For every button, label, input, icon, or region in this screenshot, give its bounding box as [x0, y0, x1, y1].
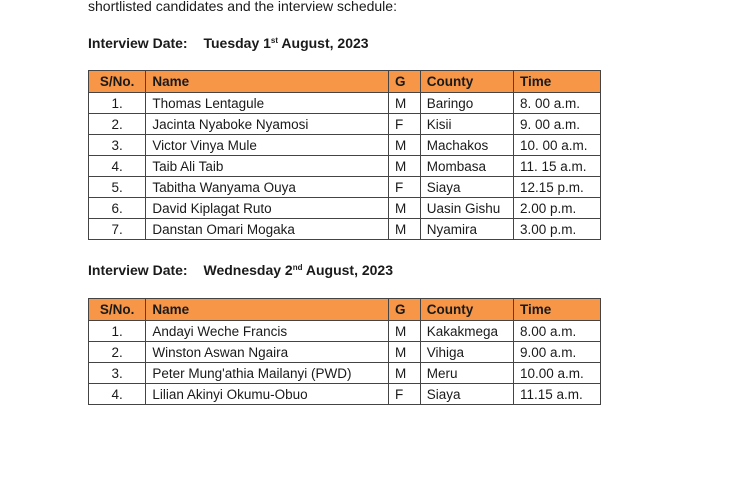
cell-sno: 3.: [89, 135, 146, 156]
col-header-sno: S/No.: [89, 71, 146, 93]
cell-sno: 1.: [89, 321, 146, 342]
col-header-gender: G: [389, 299, 421, 321]
col-header-time: Time: [513, 299, 600, 321]
cell-sno: 3.: [89, 363, 146, 384]
cell-name: Andayi Weche Francis: [146, 321, 389, 342]
cell-gender: F: [389, 384, 421, 405]
interview-date-heading-2: [88, 262, 393, 278]
table-row: [89, 384, 601, 405]
cell-name: Winston Aswan Ngaira: [146, 342, 389, 363]
cell-sno: 4.: [89, 156, 146, 177]
cell-name: Taib Ali Taib: [146, 156, 389, 177]
cell-time: 9. 00 a.m.: [513, 114, 600, 135]
cell-county: Siaya: [420, 177, 513, 198]
date-day: Wednesday 2: [203, 262, 293, 278]
table-row: [89, 135, 601, 156]
table-row: [89, 156, 601, 177]
cell-name: Victor Vinya Mule: [146, 135, 389, 156]
cell-time: 10. 00 a.m.: [513, 135, 600, 156]
table-row: [89, 321, 601, 342]
cell-sno: 2.: [89, 342, 146, 363]
cell-sno: 1.: [89, 93, 146, 114]
cell-time: 11. 15 a.m.: [513, 156, 600, 177]
cell-county: Kakakmega: [420, 321, 513, 342]
cell-sno: 5.: [89, 177, 146, 198]
cell-name: David Kiplagat Ruto: [146, 198, 389, 219]
cell-sno: 2.: [89, 114, 146, 135]
col-header-name: Name: [146, 299, 389, 321]
cell-name: Thomas Lentagule: [146, 93, 389, 114]
cell-time: 8. 00 a.m.: [513, 93, 600, 114]
cell-gender: F: [389, 114, 421, 135]
cell-time: 10.00 a.m.: [513, 363, 600, 384]
col-header-county: County: [420, 71, 513, 93]
cell-time: 12.15 p.m.: [513, 177, 600, 198]
cell-county: Nyamira: [420, 219, 513, 240]
schedule-table-day-1: [88, 70, 601, 240]
date-suffix: st: [270, 36, 279, 45]
cell-gender: F: [389, 177, 421, 198]
cell-county: Meru: [420, 363, 513, 384]
table-header-row: [89, 299, 601, 321]
cell-gender: M: [389, 156, 421, 177]
cell-time: 8.00 a.m.: [513, 321, 600, 342]
col-header-gender: G: [389, 71, 421, 93]
table-row: [89, 219, 601, 240]
col-header-sno: S/No.: [89, 299, 146, 321]
intro-text: shortlisted candidates and the interview schedule:: [88, 0, 397, 14]
cell-county: Machakos: [420, 135, 513, 156]
cell-gender: M: [389, 321, 421, 342]
cell-name: Tabitha Wanyama Ouya: [146, 177, 389, 198]
table-row: [89, 363, 601, 384]
cell-time: 2.00 p.m.: [513, 198, 600, 219]
cell-time: 9.00 a.m.: [513, 342, 600, 363]
table-header-row: [89, 71, 601, 93]
date-rest: August, 2023: [278, 35, 369, 51]
cell-name: Lilian Akinyi Okumu-Obuo: [146, 384, 389, 405]
cell-county: Vihiga: [420, 342, 513, 363]
table-row: [89, 177, 601, 198]
cell-time: 11.15 a.m.: [513, 384, 600, 405]
cell-county: Baringo: [420, 93, 513, 114]
table-row: [89, 114, 601, 135]
table-row: [89, 93, 601, 114]
cell-sno: 6.: [89, 198, 146, 219]
cell-time: 3.00 p.m.: [513, 219, 600, 240]
cell-gender: M: [389, 219, 421, 240]
cell-gender: M: [389, 93, 421, 114]
date-label: Interview Date:: [88, 35, 188, 51]
interview-date-heading-1: [88, 35, 369, 51]
cell-name: Jacinta Nyaboke Nyamosi: [146, 114, 389, 135]
table-row: [89, 342, 601, 363]
cell-name: Danstan Omari Mogaka: [146, 219, 389, 240]
cell-gender: M: [389, 135, 421, 156]
cell-sno: 7.: [89, 219, 146, 240]
date-label: Interview Date:: [88, 262, 188, 278]
cell-county: Siaya: [420, 384, 513, 405]
cell-gender: M: [389, 363, 421, 384]
cell-sno: 4.: [89, 384, 146, 405]
col-header-time: Time: [513, 71, 600, 93]
table-row: [89, 198, 601, 219]
cell-name: Peter Mung'athia Mailanyi (PWD): [146, 363, 389, 384]
col-header-name: Name: [146, 71, 389, 93]
cell-county: Kisii: [420, 114, 513, 135]
date-day: Tuesday 1: [203, 35, 271, 51]
cell-county: Uasin Gishu: [420, 198, 513, 219]
col-header-county: County: [420, 299, 513, 321]
cell-county: Mombasa: [420, 156, 513, 177]
cell-gender: M: [389, 342, 421, 363]
cell-gender: M: [389, 198, 421, 219]
date-rest: August, 2023: [302, 262, 394, 278]
schedule-table-day-2: [88, 298, 601, 405]
date-suffix: nd: [292, 263, 303, 272]
